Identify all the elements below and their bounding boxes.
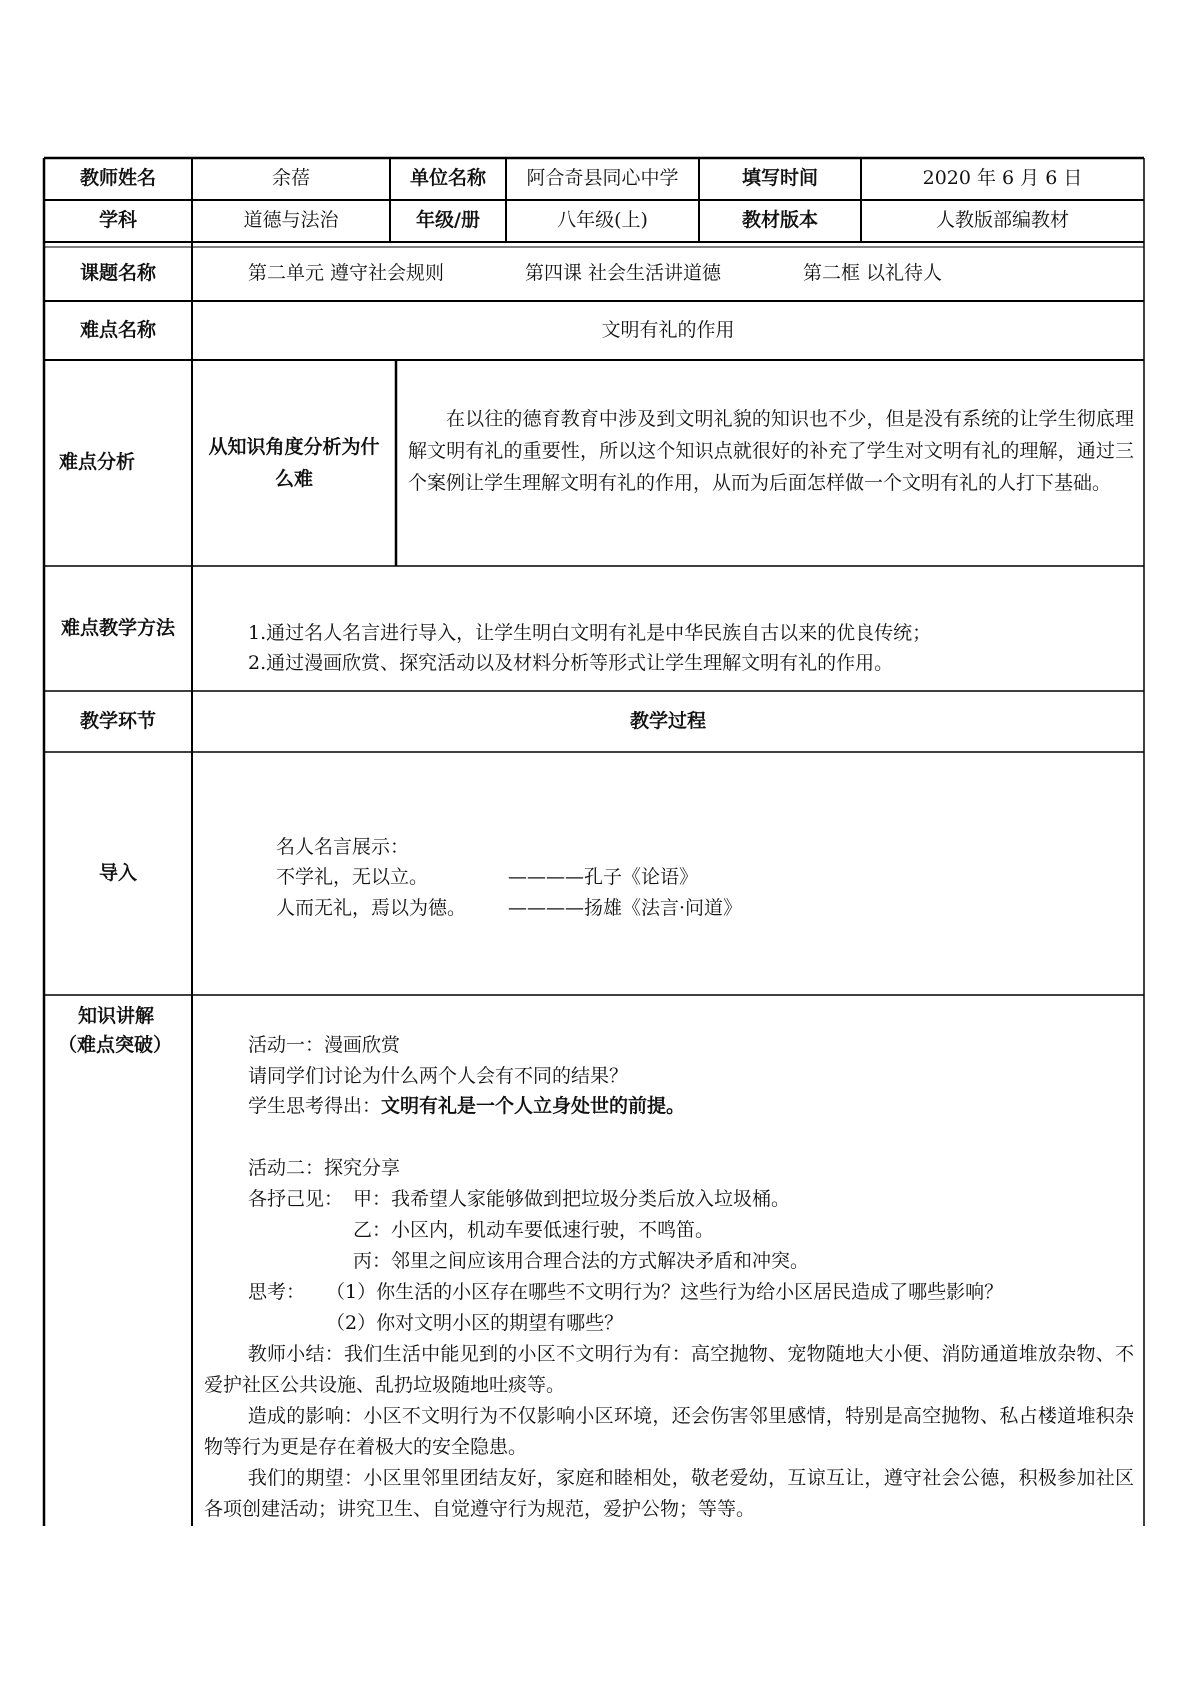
- process-label: 教学过程: [629, 709, 706, 732]
- topic-label: 课题名称: [79, 262, 156, 285]
- topic-lesson: 第四课 社会生活讲道德: [525, 262, 722, 284]
- think-q1: （1）你生活的小区存在哪些不文明行为？这些行为给小区居民造成了哪些影响？: [326, 1281, 1004, 1303]
- activity1-question: 请同学们讨论为什么两个人会有不同的结果？: [248, 1065, 629, 1087]
- method-line1: 1.通过名人名言进行导入，让学生明白文明有礼是中华民族自古以来的优良传统；: [248, 622, 932, 644]
- activity1-answer: [248, 1091, 685, 1122]
- intro-quote1: 不学礼，无以立。: [276, 866, 429, 888]
- topic-unit: 第二单元 遵守社会规则: [248, 262, 445, 284]
- grade-value: 八年级(上): [557, 209, 648, 232]
- hope-text: 我们的期望：小区里邻里团结友好，家庭和睦相处，敬老爱幼，互谅互让，遵守社会公德，积极参加社区各项创建活动；讲究卫生、自觉遵守行为规范，爱护公物；等等。: [204, 1467, 1134, 1520]
- knowledge-label-2: （难点突破）: [58, 1034, 173, 1056]
- knowledge-label-1: 知识讲解: [78, 1005, 155, 1027]
- intro-source2: ————扬雄《法言·问道》: [508, 897, 743, 919]
- date-label: 填写时间: [741, 167, 818, 190]
- analysis-label: 难点分析: [58, 451, 135, 474]
- stage-label: 教学环节: [79, 709, 156, 732]
- difficulty-label: 难点名称: [79, 318, 156, 341]
- method-label: 难点教学方法: [60, 616, 175, 639]
- opinion-prefix: 各抒己见：: [248, 1188, 344, 1210]
- opinion-yi: 乙：小区内，机动车要低速行驶，不鸣笛。: [353, 1219, 715, 1241]
- activity2-title: 活动二：探究分享: [248, 1157, 401, 1179]
- intro-quote2: 人而无礼，焉以为德。: [276, 897, 467, 919]
- date-value: 2020 年 6 月 6 日: [922, 167, 1083, 190]
- difficulty-value: 文明有礼的作用: [601, 318, 735, 341]
- opinion-jia: 甲：我希望人家能够做到把垃圾分类后放入垃圾桶。: [353, 1188, 791, 1210]
- unit-label: 单位名称: [409, 167, 486, 190]
- edition-value: 人教版部编教材: [935, 209, 1069, 232]
- teacher-value: 余蓓: [271, 167, 310, 190]
- think-prefix: 思考：: [248, 1281, 306, 1303]
- activity1-answer-bold: 文明有礼是一个人立身处世的前提。: [381, 1095, 686, 1117]
- activity1-answer-prefix: 学生思考得出：: [248, 1095, 382, 1117]
- unit-value: 阿合奇县同心中学: [526, 167, 679, 190]
- analysis-sub-label: 从知识角度分析为什么难: [208, 436, 380, 490]
- teacher-label: 教师姓名: [79, 167, 156, 190]
- analysis-text: 在以往的德育教育中涉及到文明礼貌的知识也不少，但是没有系统的让学生彻底理解文明有礼的重要性，所以这个知识点就很好的补充了学生对文明有礼的理解，通过三个案例让学生理解文明有礼的作用，从而为后面怎样做一个文明有礼的人打下基础。: [408, 408, 1134, 494]
- intro-label: 导入: [98, 861, 137, 884]
- think-q2: （2）你对文明小区的期望有哪些？: [326, 1312, 624, 1334]
- edition-label: 教材版本: [741, 209, 818, 232]
- opinion-bing: 丙：邻里之间应该用合理合法的方式解决矛盾和冲突。: [353, 1250, 810, 1272]
- intro-source1: ————孔子《论语》: [508, 866, 699, 888]
- subject-value: 道德与法治: [243, 209, 339, 232]
- subject-label: 学科: [98, 209, 137, 232]
- intro-title: 名人名言展示：: [276, 836, 410, 858]
- method-line2: 2.通过漫画欣赏、探究活动以及材料分析等形式让学生理解文明有礼的作用。: [248, 652, 894, 674]
- topic-frame: 第二框 以礼待人: [803, 262, 943, 284]
- activity1-title: 活动一：漫画欣赏: [248, 1034, 401, 1056]
- impact-text: 造成的影响：小区不文明行为不仅影响小区环境，还会伤害邻里感情，特别是高空抛物、私占楼道堆积杂物等行为更是存在着极大的安全隐患。: [204, 1405, 1134, 1458]
- teacher-summary: 教师小结：我们生活中能见到的小区不文明行为有：高空抛物、宠物随地大小便、消防通道堆放杂物、不爱护社区公共设施、乱扔垃圾随地吐痰等。: [204, 1343, 1134, 1396]
- grade-label: 年级/册: [416, 209, 480, 232]
